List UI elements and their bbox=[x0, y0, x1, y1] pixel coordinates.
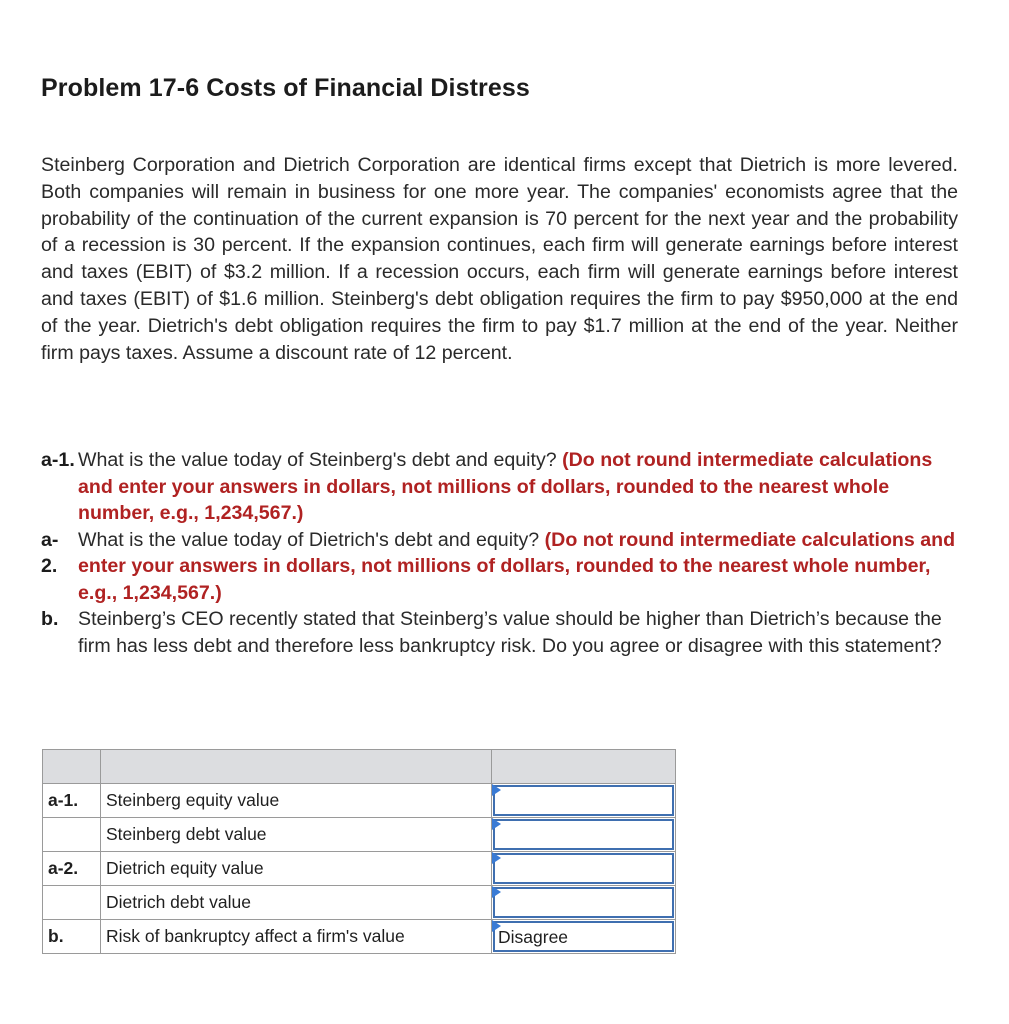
question-list bbox=[41, 447, 961, 659]
input-marker-icon bbox=[492, 886, 501, 898]
question-b bbox=[41, 606, 961, 659]
header-cell-value bbox=[492, 750, 676, 784]
steinberg-equity-input[interactable] bbox=[493, 785, 674, 816]
bankruptcy-risk-select[interactable]: Disagree bbox=[493, 921, 674, 952]
question-b-text: Steinberg’s CEO recently stated that Steinberg’s value should be higher than Dietrich’s because the firm has less debt and therefore less bankruptcy risk. Do you agree or disagree with this statement? bbox=[78, 608, 942, 657]
row-label: Dietrich debt value bbox=[101, 886, 492, 920]
question-a1 bbox=[41, 447, 961, 527]
row-part-label: a-2. bbox=[43, 852, 101, 886]
dietrich-debt-cell bbox=[492, 886, 676, 920]
answer-row-dietrich-equity bbox=[43, 852, 676, 886]
row-label: Steinberg equity value bbox=[101, 784, 492, 818]
question-a2-label-bottom: 2. bbox=[41, 555, 58, 577]
steinberg-debt-cell bbox=[492, 818, 676, 852]
question-b-label: b. bbox=[41, 608, 59, 630]
row-part-label: b. bbox=[43, 920, 101, 954]
row-label: Steinberg debt value bbox=[101, 818, 492, 852]
answer-table-header bbox=[43, 750, 676, 784]
bankruptcy-risk-cell bbox=[492, 920, 676, 954]
answer-row-steinberg-debt bbox=[43, 818, 676, 852]
steinberg-debt-input[interactable] bbox=[493, 819, 674, 850]
row-part-label bbox=[43, 886, 101, 920]
answer-row-bankruptcy-risk bbox=[43, 920, 676, 954]
row-label: Risk of bankruptcy affect a firm's value bbox=[101, 920, 492, 954]
answer-row-dietrich-debt bbox=[43, 886, 676, 920]
row-part-label bbox=[43, 818, 101, 852]
question-a2-text: What is the value today of Dietrich's debt and equity? bbox=[78, 528, 545, 551]
question-a2-label-top: a- bbox=[41, 528, 59, 551]
question-a1-label: a-1. bbox=[41, 449, 75, 471]
problem-statement: Steinberg Corporation and Dietrich Corporation are identical firms except that Dietrich is more levered. Both companies will remain in business for one more year. The companies' economists agree that the probability of the continuation of the current expansion is 70 percent for the next year and the probability of a recession is 30 percent. If the expansion continues, each firm will generate earnings before interest and taxes (EBIT) of $3.2 million. If a recession occurs, each firm will generate earnings before interest and taxes (EBIT) of $1.6 million. Steinberg's debt obligation requires the firm to pay $950,000 at the end of the year. Dietrich's debt obligation requires the firm to pay $1.7 million at the end of the year. Neither firm pays taxes. Assume a discount rate of 12 percent. bbox=[41, 154, 958, 364]
row-part-label: a-1. bbox=[43, 784, 101, 818]
header-cell-label bbox=[101, 750, 492, 784]
question-a1-instruction: (Do not round intermediate calculations and enter your answers in dollars, not millions of dollars, rounded to the nearest whole number, e.g., 1,234,567.) bbox=[78, 449, 933, 524]
header-cell-part bbox=[43, 750, 101, 784]
input-marker-icon bbox=[492, 784, 501, 796]
dietrich-debt-input[interactable] bbox=[493, 887, 674, 918]
row-label: Dietrich equity value bbox=[101, 852, 492, 886]
steinberg-equity-cell bbox=[492, 784, 676, 818]
input-marker-icon bbox=[492, 920, 501, 932]
question-a2 bbox=[41, 527, 961, 607]
problem-title: Problem 17-6 Costs of Financial Distress bbox=[41, 74, 530, 102]
question-a1-text: What is the value today of Steinberg's debt and equity? bbox=[78, 449, 563, 471]
input-marker-icon bbox=[492, 852, 501, 864]
dietrich-equity-input[interactable] bbox=[493, 853, 674, 884]
answer-row-steinberg-equity bbox=[43, 784, 676, 818]
input-marker-icon bbox=[492, 818, 501, 830]
dietrich-equity-cell bbox=[492, 852, 676, 886]
question-a2-instruction: (Do not round intermediate calculations and enter your answers in dollars, not millions of dollars, rounded to the nearest whole number, e.g., 1,234,567.) bbox=[78, 528, 956, 604]
answer-table bbox=[42, 749, 676, 954]
